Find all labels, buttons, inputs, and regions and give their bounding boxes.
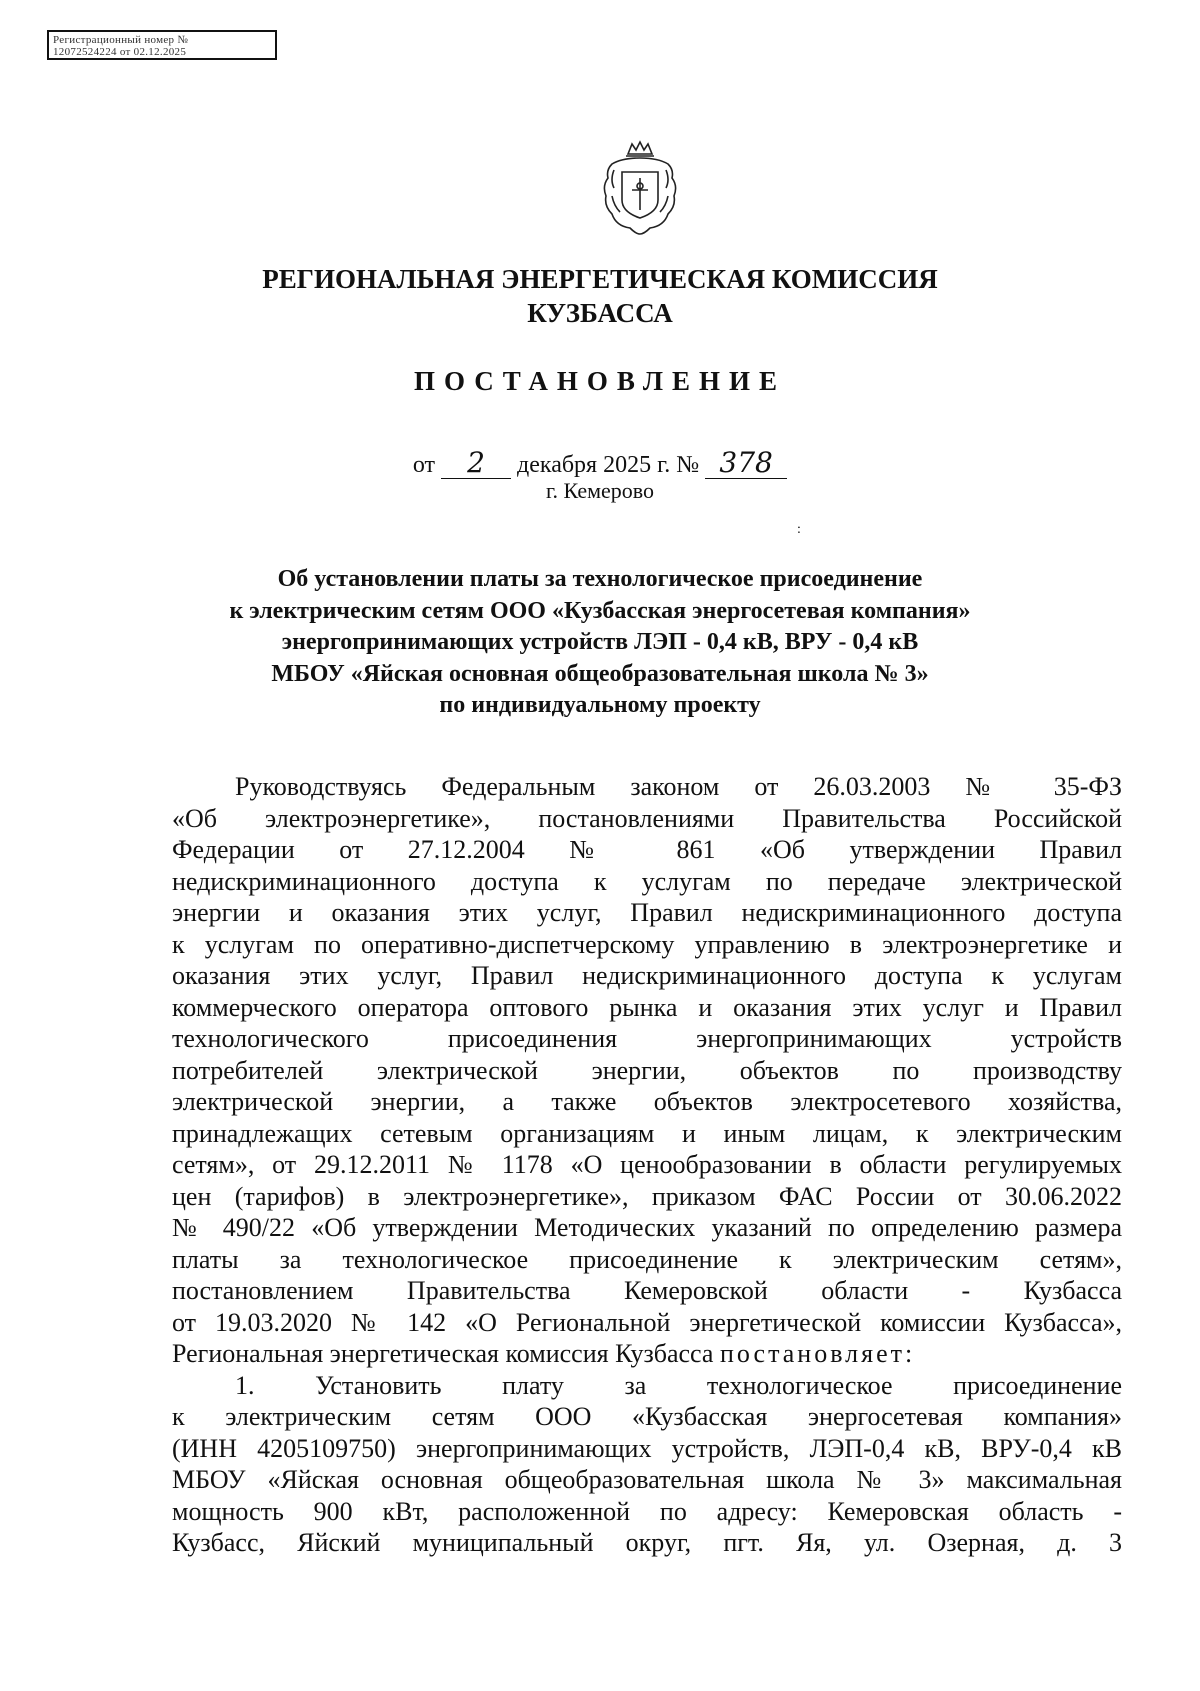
title-line: к электрическим сетям ООО «Кузбасская энергосетевая компания»	[229, 597, 971, 624]
body-line: к услугам по оперативно-диспетчерскому управлению в электроэнергетике и	[172, 929, 1122, 959]
item-1-line: МБОУ «Яйская основная общеобразовательная школа № 3» максимальная	[172, 1465, 1122, 1494]
body-line: коммерческого оператора оптового рынка и оказания этих услуг и Правил	[172, 992, 1122, 1022]
body-line: платы за технологическое присоединение к электрическим сетям»,	[172, 1244, 1122, 1274]
body-line: технологического присоединения энергопринимающих устройств	[172, 1024, 1122, 1053]
body-line: энергии и оказания этих услуг, Правил недискриминационного доступа	[172, 898, 1122, 927]
body-line: принадлежащих сетевым организациям и иным лицам, к электрическим	[172, 1118, 1122, 1148]
resolve-line	[172, 1338, 1122, 1370]
body-line: Руководствуясь Федеральным законом от 26.03.2003 № 35-ФЗ	[235, 772, 1122, 801]
coat-of-arms-icon	[598, 140, 682, 236]
handwritten-document-number: 378	[705, 448, 787, 479]
item-1-line: (ИНН 4205109750) энергопринимающих устройств, ЛЭП-0,4 кВ, ВРУ-0,4 кВ	[172, 1433, 1122, 1463]
body-line: Федерации от 27.12.2004 № 861 «Об утверждении Правил	[172, 835, 1122, 864]
body-line: сетям», от 29.12.2011 № 1178 «О ценообразовании в области регулируемых	[172, 1150, 1122, 1179]
organization-region: КУЗБАССА	[527, 298, 673, 328]
document-date-line	[0, 448, 1200, 480]
body-line: недискриминационного доступа к услугам по передаче электрической	[172, 866, 1122, 896]
item-1-line: Кузбасс, Яйский муниципальный округ, пгт. Яя, ул. Озерная, д. 3	[172, 1528, 1122, 1557]
title-line: по индивидуальному проекту	[439, 692, 761, 718]
body-line: электрической энергии, а также объектов электросетевого хозяйства,	[172, 1087, 1122, 1116]
title-line: энергопринимающих устройств ЛЭП - 0,4 кВ, ВРУ - 0,4 кВ	[281, 629, 919, 655]
body-line: постановлением Правительства Кемеровской области - Кузбасса	[172, 1276, 1122, 1305]
registration-number-label: Регистрационный номер №	[53, 34, 189, 46]
document-body	[172, 771, 1122, 1559]
item-1-line: 1. Установить плату за технологическое присоединение	[235, 1370, 1122, 1400]
date-prefix: от	[412, 452, 436, 478]
title-line: МБОУ «Яйская основная общеобразовательная школа № 3»	[271, 660, 929, 687]
resolve-word: постановляет:	[719, 1339, 916, 1368]
document-type: ПОСТАНОВЛЕНИЕ	[413, 366, 787, 396]
title-line: Об установлении платы за технологическое присоединение	[277, 566, 923, 592]
item-1-line: к электрическим сетям ООО «Кузбасская энергосетевая компания»	[172, 1402, 1122, 1431]
resolve-prefix: Региональная энергетическая комиссия Кузбасса	[172, 1339, 714, 1368]
document-title	[150, 564, 1050, 722]
registration-number-value: 12072524224 от 02.12.2025	[53, 46, 187, 58]
item-1-line: мощность 900 кВт, расположенной по адресу: Кемеровская область -	[172, 1496, 1122, 1526]
body-line: от 19.03.2020 № 142 «О Региональной энергетической комиссии Кузбасса»,	[172, 1307, 1122, 1337]
scan-mark: :	[797, 522, 801, 537]
body-line: оказания этих услуг, Правил недискриминационного доступа к услугам	[172, 961, 1122, 990]
document-city: г. Кемерово	[545, 478, 655, 503]
handwritten-day: 2	[441, 448, 511, 479]
date-month-year: декабря 2025 г.	[517, 452, 671, 478]
body-line: потребителей электрической энергии, объектов по производству	[172, 1055, 1122, 1085]
body-line: № 490/22 «Об утверждении Методических указаний по определению размера	[172, 1213, 1122, 1242]
registration-stamp	[47, 30, 277, 60]
body-line: «Об электроэнергетике», постановлениями Правительства Российской	[172, 803, 1122, 833]
number-label: №	[676, 452, 700, 478]
organization-name: РЕГИОНАЛЬНАЯ ЭНЕРГЕТИЧЕСКАЯ КОМИССИЯ	[262, 264, 938, 294]
body-line: цен (тарифов) в электроэнергетике», приказом ФАС России от 30.06.2022	[172, 1181, 1122, 1211]
